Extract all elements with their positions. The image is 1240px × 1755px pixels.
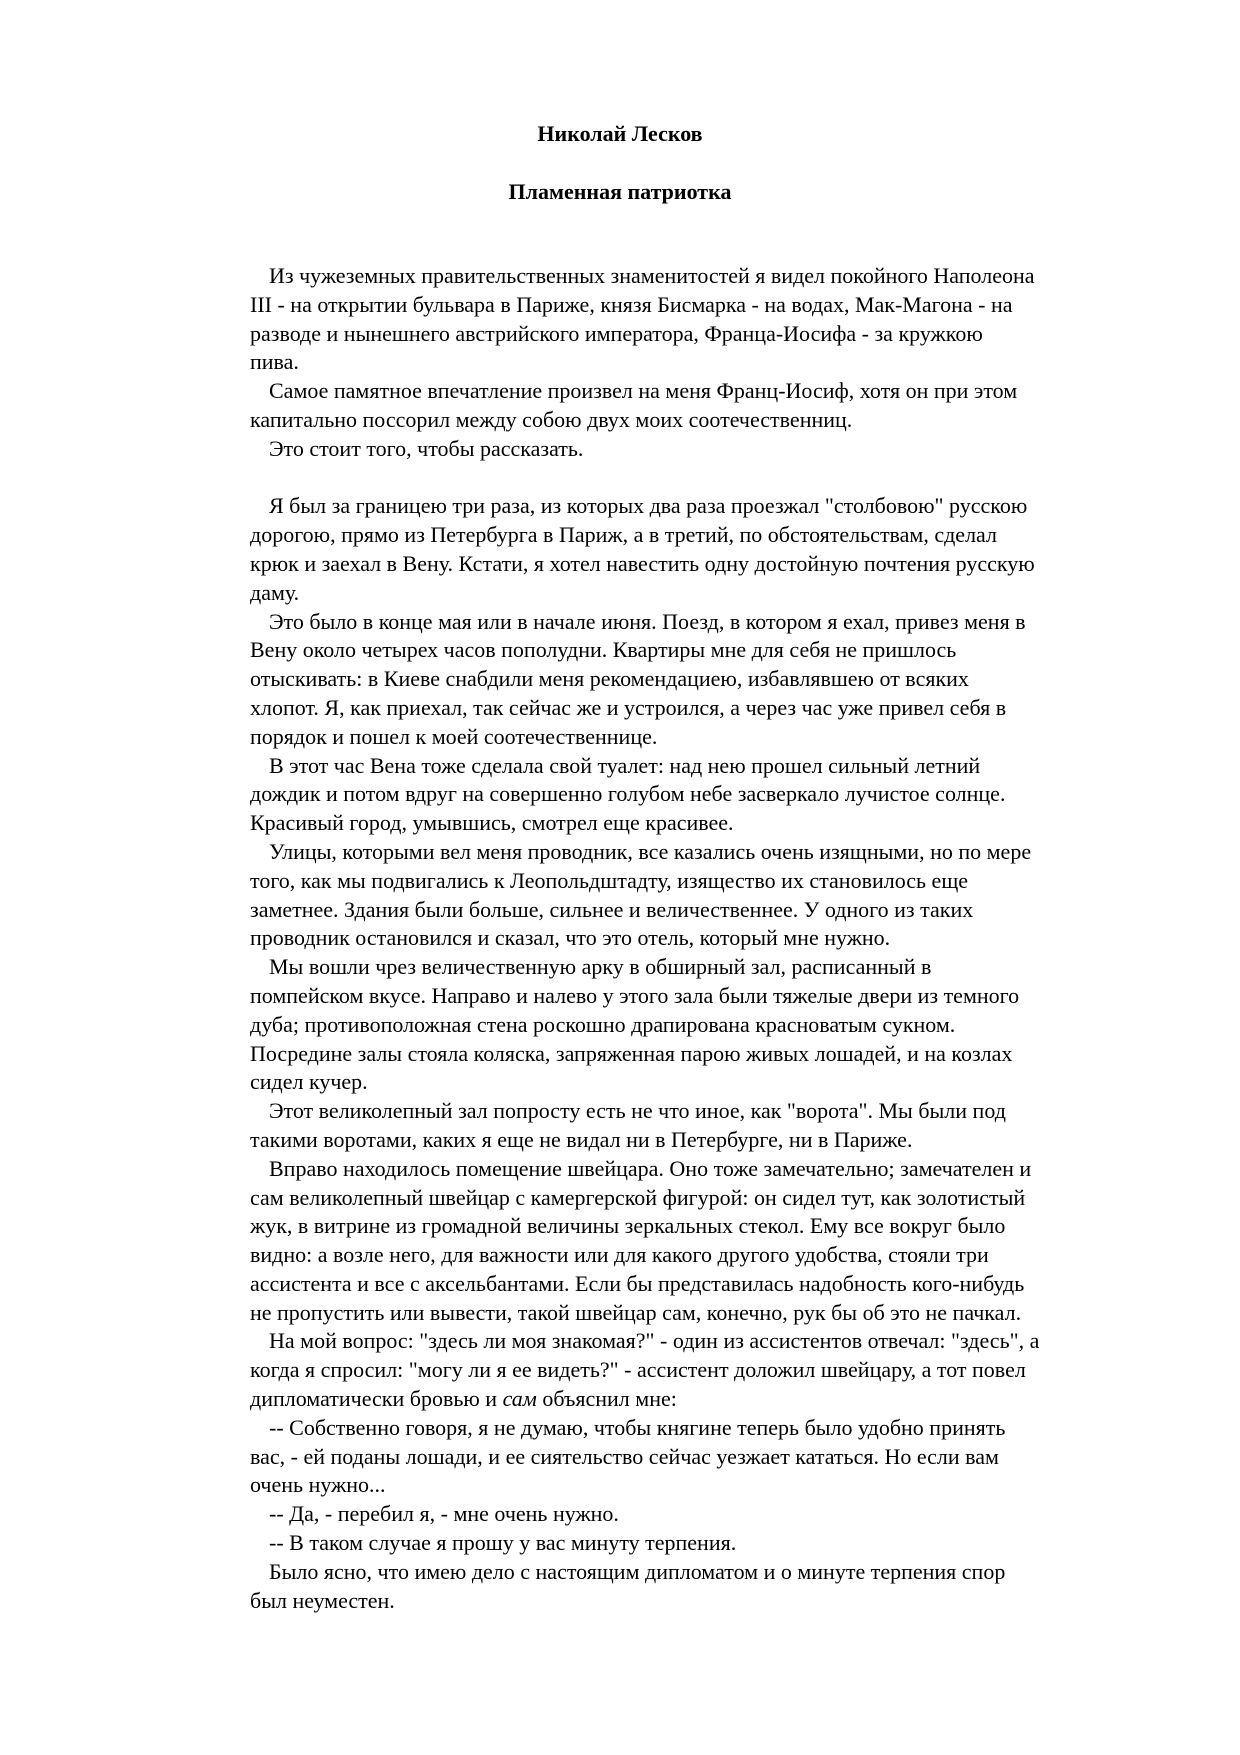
line-text: Было ясно, что имею дело с настоящим дипломатом и о минуте терпения спор xyxy=(269,1558,1006,1584)
text-line xyxy=(250,1587,1150,1616)
text-line xyxy=(250,521,1150,550)
line-text: Это было в конце мая или в начале июня. Поезд, в котором я ехал, привез меня в xyxy=(269,608,1026,634)
text-line xyxy=(250,579,1150,608)
line-text: жук, в витрине из громадной величины зеркальных стекол. Ему все вокруг было xyxy=(250,1213,1006,1239)
text-line xyxy=(250,377,1150,406)
text-line xyxy=(250,1299,1150,1328)
text-line xyxy=(250,752,1150,781)
text-line xyxy=(250,1040,1150,1069)
text-line xyxy=(250,348,1150,377)
line-text: дорогою, прямо из Петербурга в Париж, а в третий, по обстоятельствам, сделал xyxy=(250,522,997,548)
text-line xyxy=(250,1155,1150,1184)
text-line xyxy=(250,665,1150,694)
line-text: помпейском вкусе. Направо и налево у этого зала были тяжелые двери из темного xyxy=(250,982,1020,1008)
line-text: заметнее. Здания были больше, сильнее и величественнее. У одного из таких xyxy=(250,896,974,922)
text-line xyxy=(250,262,1150,291)
italic-word: сам xyxy=(502,1386,537,1412)
text-line xyxy=(250,723,1150,752)
line-text: дипломатически бровью и xyxy=(250,1386,503,1412)
text-line xyxy=(250,1068,1150,1097)
line-text: отыскивать: в Киеве снабдили меня рекомендациею, избавлявшею от всяких xyxy=(250,666,969,692)
line-text: Этот великолепный зал попросту есть не что иное, как "ворота". Мы были под xyxy=(269,1098,1006,1124)
line-text: Из чужеземных правительственных знаменитостей я видел покойного Наполеона xyxy=(269,263,1035,288)
line-text: Вену около четырех часов пополудни. Квартиры мне для себя не пришлось xyxy=(250,637,957,663)
line-text: -- В таком случае я прошу у вас минуту терпения. xyxy=(269,1530,737,1556)
line-text-after: объяснил мне: xyxy=(536,1386,677,1412)
line-text: даму. xyxy=(250,579,300,605)
text-line xyxy=(250,320,1150,349)
text-line xyxy=(250,867,1150,896)
line-text: Красивый город, умывшись, смотрел еще красивее. xyxy=(250,810,734,836)
line-text: сидел кучер. xyxy=(250,1069,368,1095)
line-text: III - на открытии бульвара в Париже, князя Бисмарка - на водах, Мак-Магона - на xyxy=(250,291,1013,317)
story-body xyxy=(250,262,1150,1615)
line-text: был неуместен. xyxy=(250,1587,395,1613)
line-text: хлопот. Я, как приехал, так сейчас же и устроился, а через час уже привел себя в xyxy=(250,694,1007,720)
line-text: пива. xyxy=(250,349,299,375)
line-text: видно: а возле него, для важности или для какого другого удобства, стояли три xyxy=(250,1242,989,1268)
line-text: На мой вопрос: "здесь ли моя знакомая?" - один из ассистентов отвечал: "здесь", а xyxy=(269,1328,1040,1354)
story-title: Пламенная патриотка xyxy=(508,179,732,204)
line-text: Самое памятное впечатление произвел на меня Франц-Иосиф, хотя он при этом xyxy=(269,378,1018,404)
line-text: Улицы, которыми вел меня проводник, все казались очень изящными, но по мере xyxy=(269,838,1032,864)
line-text: не пропустить или вывести, такой швейцар сам, конечно, рук бы об это не пачкал. xyxy=(250,1299,1022,1325)
line-text: Вправо находилось помещение швейцара. Оно тоже замечательно; замечателен и xyxy=(269,1155,1032,1181)
line-text: дождик и потом вдруг на совершенно голубом небе засверкало лучистое солнце. xyxy=(250,781,1006,807)
text-line xyxy=(250,406,1150,435)
text-line xyxy=(250,550,1150,579)
line-text: -- Да, - перебил я, - мне очень нужно. xyxy=(269,1501,619,1527)
text-line xyxy=(250,809,1150,838)
line-text: разводе и нынешнего австрийского императора, Франца-Иосифа - за кружкою xyxy=(250,320,983,346)
line-text: Посредине залы стояла коляска, запряженная парою живых лошадей, и на козлах xyxy=(250,1040,1013,1066)
line-text: крюк и заехал в Вену. Кстати, я хотел навестить одну достойную почтения русскую xyxy=(250,550,1035,576)
text-line xyxy=(250,694,1150,723)
text-line xyxy=(250,780,1150,809)
text-line xyxy=(250,636,1150,665)
line-text: проводник остановился и сказал, что это отель, который мне нужно. xyxy=(250,925,891,951)
text-line xyxy=(250,982,1150,1011)
text-line xyxy=(250,1212,1150,1241)
text-line xyxy=(250,838,1150,867)
line-text: В этот час Вена тоже сделала свой туалет: над нею прошел сильный летний xyxy=(269,752,981,778)
author-name: Николай Лесков xyxy=(537,121,703,146)
text-line xyxy=(250,608,1150,637)
text-line xyxy=(250,1011,1150,1040)
text-line xyxy=(250,1241,1150,1270)
line-text: очень нужно... xyxy=(250,1472,386,1498)
line-text: порядок и пошел к моей соотечественнице. xyxy=(250,723,658,749)
line-text: такими воротами, каких я еще не видал ни в Петербурге, ни в Париже. xyxy=(250,1126,913,1152)
line-text: Мы вошли чрез величественную арку в обширный зал, расписанный в xyxy=(269,954,932,980)
text-line xyxy=(250,1558,1150,1587)
text-line xyxy=(250,1529,1150,1558)
line-text: того, как мы подвигались к Леопольдштадту, изящество их становилось еще xyxy=(250,867,969,893)
text-line xyxy=(250,1443,1150,1472)
text-line xyxy=(250,1126,1150,1155)
line-text: капитально поссорил между собою двух моих соотечественниц. xyxy=(250,406,853,432)
line-text: вас, - ей поданы лошади, и ее сиятельство сейчас уезжает кататься. Но если вам xyxy=(250,1443,999,1469)
line-text: Я был за границею три раза, из которых два раза проезжал "столбовою" русскою xyxy=(269,493,1028,519)
line-text: когда я спросил: "могу ли я ее видеть?" - ассистент доложил швейцару, а тот повел xyxy=(250,1357,1026,1383)
line-text: ассистента и все с аксельбантами. Если бы представилась надобность кого-нибудь xyxy=(250,1270,1025,1296)
text-line xyxy=(250,953,1150,982)
text-line xyxy=(250,492,1150,521)
text-line xyxy=(250,1414,1150,1443)
line-text: дуба; противоположная стена роскошно драпирована красноватым сукном. xyxy=(250,1011,956,1037)
line-text: -- Собственно говоря, я не думаю, чтобы княгине теперь было удобно принять xyxy=(269,1414,1006,1440)
text-line xyxy=(250,291,1150,320)
line-text: сам великолепный швейцар с камергерской фигурой: он сидел тут, как золотистый xyxy=(250,1184,1026,1210)
text-line xyxy=(250,435,1150,464)
text-line xyxy=(250,924,1150,953)
line-text: Это стоит того, чтобы рассказать. xyxy=(269,435,584,461)
text-line xyxy=(250,1471,1150,1500)
text-line xyxy=(250,1356,1150,1385)
paragraph-gap xyxy=(250,464,1150,493)
text-line xyxy=(250,1327,1150,1356)
text-line xyxy=(250,896,1150,925)
text-line xyxy=(250,1097,1150,1126)
text-line xyxy=(250,1385,1150,1414)
text-line xyxy=(250,1500,1150,1529)
text-line xyxy=(250,1184,1150,1213)
text-line xyxy=(250,1270,1150,1299)
